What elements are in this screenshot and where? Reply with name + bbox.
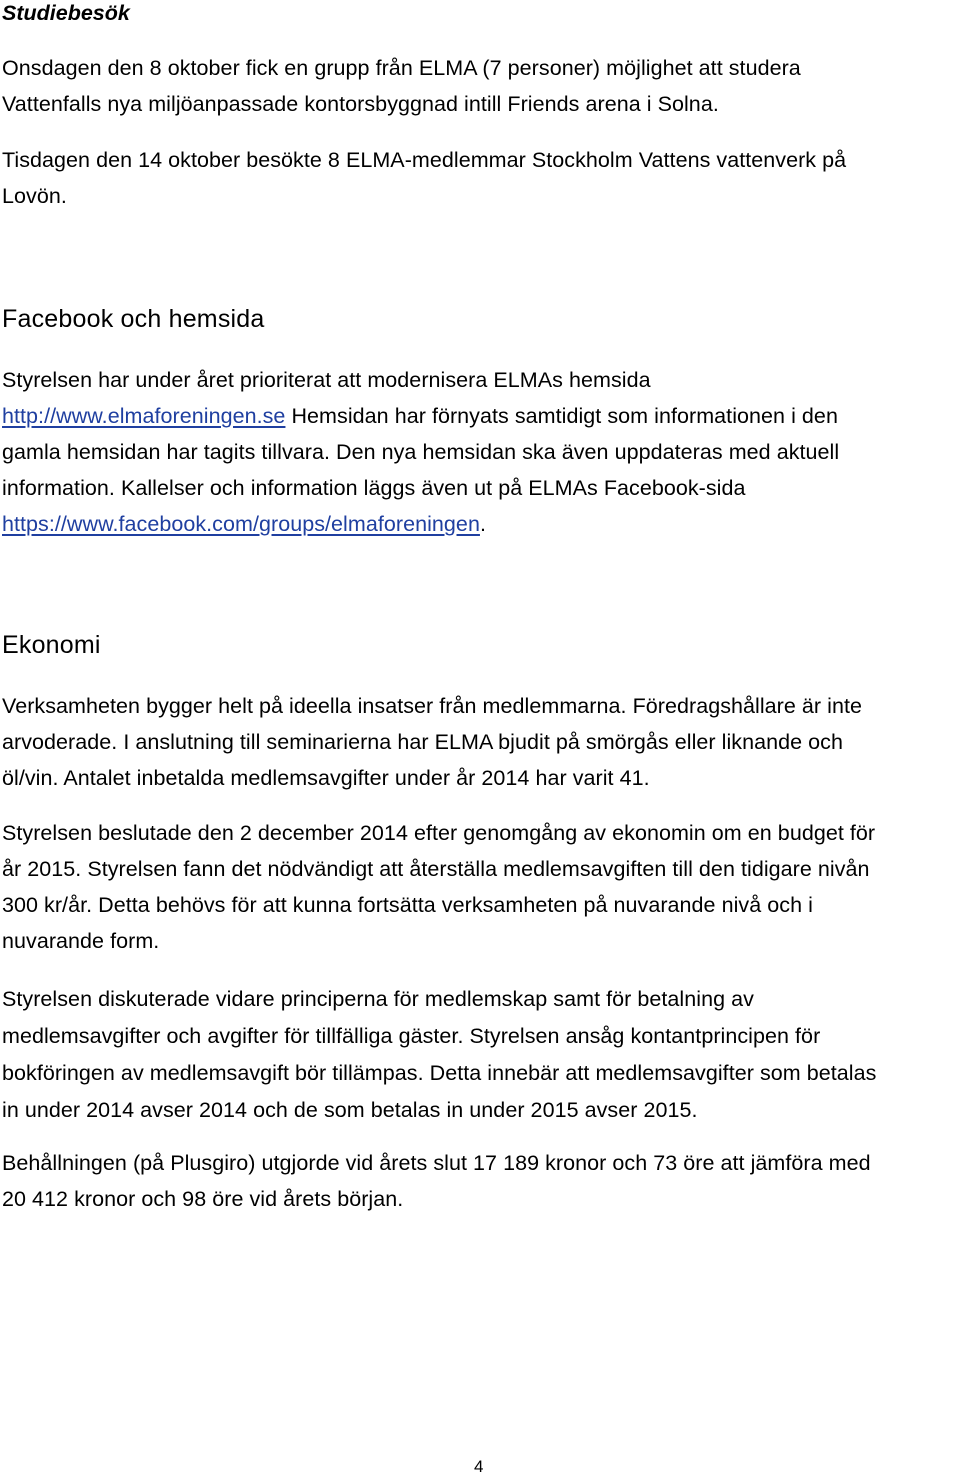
text-line: Behållningen (på Plusgiro) utgjorde vid årets slut 17 189 kronor och 73 öre att jämföra med [2,1151,871,1175]
text-line: nuvarande form. [2,929,160,953]
text-line: Lovön. [2,184,67,208]
text-line [2,398,958,434]
text-line: bokföringen av medlemsavgift bör tillämpas. Detta innebär att medlemsavgifter som betalas [2,1061,877,1085]
ekonomi-paragraph-4 [2,1145,958,1217]
text-line: in under 2014 avser 2014 och de som betalas in under 2015 avser 2015. [2,1098,698,1122]
studiebesok-paragraph-1 [2,50,958,122]
facebook-paragraph [2,362,958,542]
text-line: Styrelsen beslutade den 2 december 2014 efter genomgång av ekonomin om en budget för [2,821,876,845]
page-number: 4 [474,1457,484,1476]
text-line: arvoderade. I anslutning till seminarierna har ELMA bjudit på smörgås eller liknande och [2,730,843,754]
text-line: Verksamheten bygger helt på ideella insatser från medlemmarna. Föredragshållare är inte [2,694,863,718]
text-line: Vattenfalls nya miljöanpassade kontorsbyggnad intill Friends arena i Solna. [2,92,719,116]
text-line: medlemsavgifter och avgifter för tillfälliga gäster. Styrelsen ansåg kontantprincipen för [2,1024,821,1048]
ekonomi-paragraph-1 [2,688,958,796]
ekonomi-paragraph-3 [2,981,958,1129]
text-line [2,506,958,542]
text-line: 20 412 kronor och 98 öre vid årets början. [2,1187,404,1211]
studiebesok-paragraph-2 [2,142,958,214]
text-line: Styrelsen diskuterade vidare principerna för medlemskap samt för betalning av [2,987,754,1011]
text-line: gamla hemsidan har tagits tillvara. Den nya hemsidan ska även uppdateras med aktuell [2,440,840,464]
text-segment: . [479,512,486,536]
ekonomi-heading: Ekonomi [2,631,101,659]
text-line: Tisdagen den 14 oktober besökte 8 ELMA-medlemmar Stockholm Vattens vattenverk på [2,148,847,172]
text-line: Onsdagen den 8 oktober fick en grupp från ELMA (7 personer) möjlighet att studera [2,56,801,80]
facebook-group-link[interactable]: https://www.facebook.com/groups/elmaforeningen [2,512,480,536]
text-line: år 2015. Styrelsen fann det nödvändigt att återställa medlemsavgiften till den tidigare nivån [2,857,870,881]
text-segment: Hemsidan har förnyats samtidigt som informationen i den [285,404,838,428]
elmaforeningen-link[interactable]: http://www.elmaforeningen.se [2,404,286,428]
text-line: 300 kr/år. Detta behövs för att kunna fortsätta verksamheten på nuvarande nivå och i [2,893,813,917]
text-line: information. Kallelser och information läggs även ut på ELMAs Facebook-sida [2,476,746,500]
text-line: Styrelsen har under året prioriterat att modernisera ELMAs hemsida [2,368,651,392]
text-line: öl/vin. Antalet inbetalda medlemsavgifter under år 2014 har varit 41. [2,766,650,790]
ekonomi-paragraph-2 [2,815,958,959]
studiebesok-heading: Studiebesök [2,1,130,25]
facebook-heading: Facebook och hemsida [2,305,265,333]
